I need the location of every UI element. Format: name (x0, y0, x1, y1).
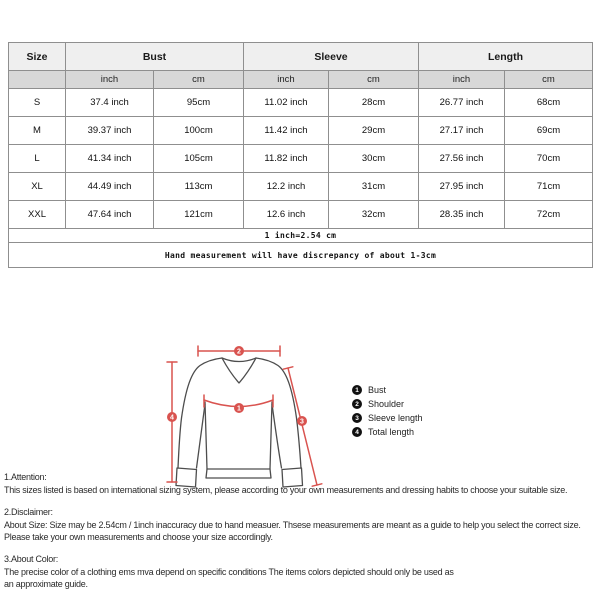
attention-body: This sizes listed is based on international sizing system, please according to your own measurements and dressing habits to choose your suitable size. (4, 484, 568, 495)
legend-num-icon: 3 (352, 413, 362, 423)
bust-cm-cell: 105cm (154, 145, 244, 173)
size-cell: XL (9, 173, 66, 201)
size-cell: XXL (9, 201, 66, 229)
sleeve-cm-cell: 32cm (329, 201, 419, 229)
bust-inch-cell: 41.34 inch (66, 145, 154, 173)
about-color-title: 3.About Color: (4, 553, 59, 564)
table-row (9, 145, 593, 173)
sleeve-inch-cell: 11.42 inch (244, 117, 329, 145)
col-header-length: Length (419, 43, 593, 71)
measurement-note: Hand measurement will have discrepancy of about 1-3cm (9, 243, 593, 268)
legend-item-total-length (352, 425, 423, 439)
bust-cm-cell: 121cm (154, 201, 244, 229)
bust-inch-cell: 39.37 inch (66, 117, 154, 145)
measurement-legend (352, 383, 423, 439)
bust-cm-cell: 95cm (154, 89, 244, 117)
unit-header-empty (9, 71, 66, 89)
unit-header-bust-cm: cm (154, 71, 244, 89)
unit-header-row (9, 71, 593, 89)
legend-label: Shoulder (368, 399, 405, 409)
disclaimer-section (4, 506, 600, 544)
table-row (9, 117, 593, 145)
length-inch-cell: 26.77 inch (419, 89, 505, 117)
legend-item-sleeve-length (352, 411, 423, 425)
sleeve-inch-cell: 12.2 inch (244, 173, 329, 201)
legend-num-icon: 1 (352, 385, 362, 395)
sleeve-cm-cell: 29cm (329, 117, 419, 145)
about-color-body-line1: The precise color of a clothing ems mva depend on specific conditions The items colors depicted should only be used as (4, 566, 454, 577)
sleeve-cm-cell: 28cm (329, 89, 419, 117)
sleeve-inch-cell: 11.02 inch (244, 89, 329, 117)
table-row (9, 173, 593, 201)
unit-header-sleeve-cm: cm (329, 71, 419, 89)
disclaimer-body-line2: Please take your own measurements and choose your size accordingly. (4, 532, 273, 543)
sleeve-cm-cell: 30cm (329, 145, 419, 173)
unit-header-length-inch: inch (419, 71, 505, 89)
legend-item-bust (352, 383, 423, 397)
table-row (9, 201, 593, 229)
col-header-bust: Bust (66, 43, 244, 71)
size-cell: S (9, 89, 66, 117)
total-marker-num: 4 (170, 414, 174, 422)
length-inch-cell: 28.35 inch (419, 201, 505, 229)
length-cm-cell: 68cm (505, 89, 593, 117)
unit-header-bust-inch: inch (66, 71, 154, 89)
col-header-size: Size (9, 43, 66, 71)
attention-title: 1.Attention: (4, 472, 47, 482)
length-cm-cell: 69cm (505, 117, 593, 145)
measurement-arrows (167, 346, 322, 486)
sleeve-inch-cell: 11.82 inch (244, 145, 329, 173)
sweater-outline (176, 358, 303, 487)
legend-label: Bust (368, 385, 387, 395)
bust-inch-cell: 37.4 inch (66, 89, 154, 117)
length-cm-cell: 70cm (505, 145, 593, 173)
sleeve-inch-cell: 12.6 inch (244, 201, 329, 229)
about-color-body-line2: an approximate guide. (4, 579, 88, 590)
bust-cm-cell: 100cm (154, 117, 244, 145)
unit-header-length-cm: cm (505, 71, 593, 89)
length-inch-cell: 27.95 inch (419, 173, 505, 201)
disclaimer-body-line1: About Size: Size may be 2.54cm / 1inch inaccuracy due to hand measuer. Thsese measurements are meant as a guide to help you select the correct size. (4, 519, 581, 530)
bust-inch-cell: 44.49 inch (66, 173, 154, 201)
legend-num-icon: 4 (352, 427, 362, 437)
legend-label: Sleeve length (368, 413, 423, 423)
bust-marker-num: 1 (237, 405, 241, 413)
length-cm-cell: 71cm (505, 173, 593, 201)
unit-header-sleeve-inch: inch (244, 71, 329, 89)
legend-num-icon: 2 (352, 399, 362, 409)
legend-item-shoulder (352, 397, 423, 411)
size-cell: M (9, 117, 66, 145)
about-color-section (4, 553, 600, 591)
disclaimer-title: 2.Disclaimer: (4, 507, 53, 518)
sleeve-cm-cell: 31cm (329, 173, 419, 201)
measurement-note-row (9, 243, 593, 268)
legend-label: Total length (368, 427, 415, 437)
size-cell: L (9, 145, 66, 173)
conversion-note-row (9, 229, 593, 243)
shoulder-marker-num: 2 (237, 348, 241, 356)
bust-cm-cell: 113cm (154, 173, 244, 201)
col-header-sleeve: Sleeve (244, 43, 419, 71)
conversion-note: 1 inch=2.54 cm (9, 229, 593, 243)
attention-section (4, 471, 600, 496)
table-row (9, 89, 593, 117)
table-header-row (9, 43, 593, 71)
length-inch-cell: 27.56 inch (419, 145, 505, 173)
bust-inch-cell: 47.64 inch (66, 201, 154, 229)
size-chart-table (8, 42, 593, 268)
notes-section (4, 471, 600, 591)
length-inch-cell: 27.17 inch (419, 117, 505, 145)
length-cm-cell: 72cm (505, 201, 593, 229)
sleeve-marker-num: 3 (300, 418, 304, 426)
